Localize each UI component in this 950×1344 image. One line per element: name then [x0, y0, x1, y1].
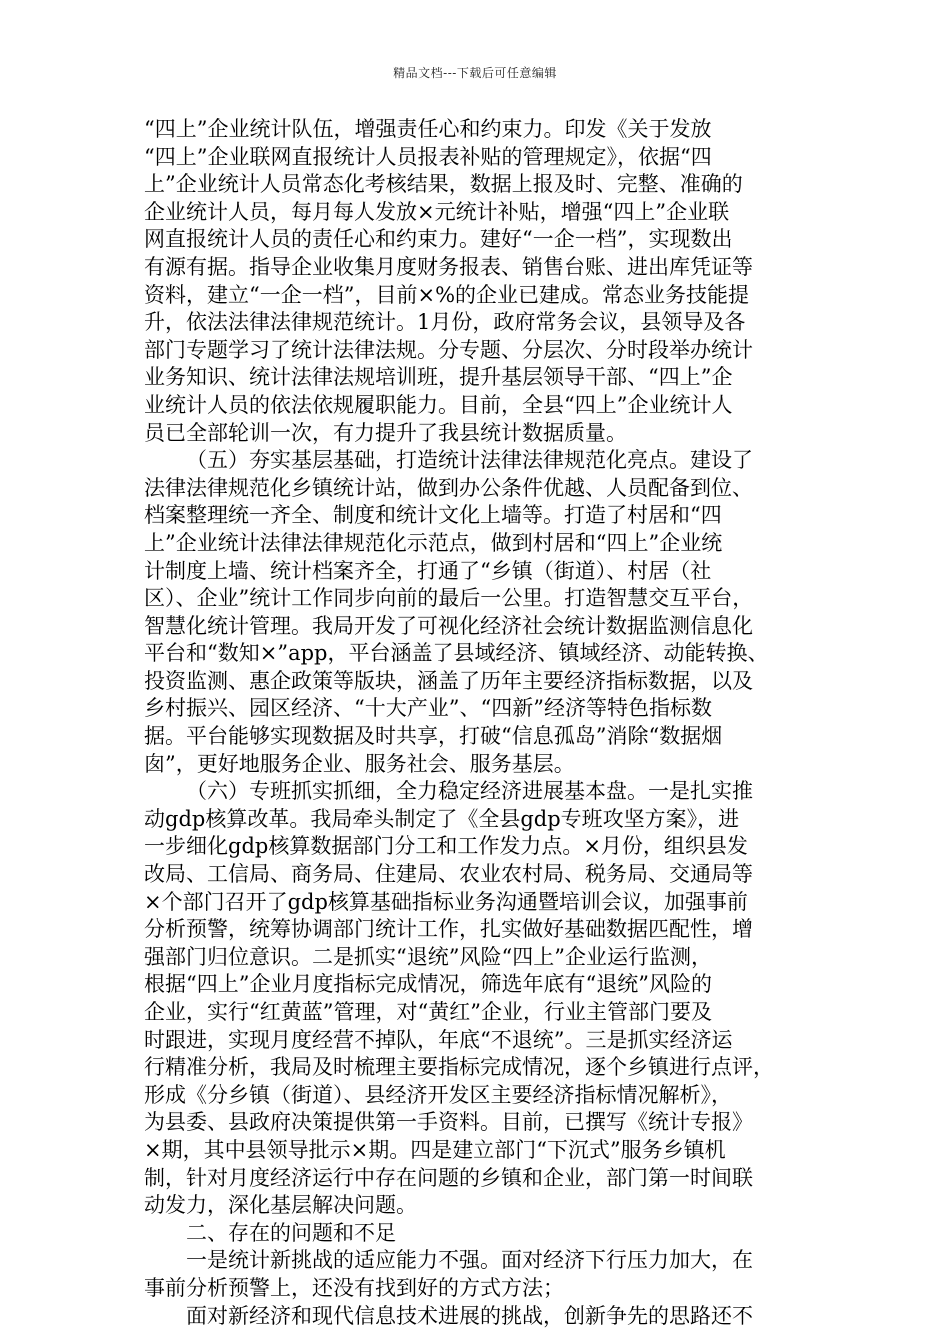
- section-heading-5: （五）夯实基层基础，打造统计法律法律规范化亮点。建设了: [186, 448, 753, 473]
- body-line: 业务知识、统计法律法规培训班，提升基层领导干部、“四上”企: [144, 365, 733, 390]
- body-line: 事前分析预警上，还没有找到好的方式方法；: [144, 1275, 564, 1300]
- body-line: 据。平台能够实现数据及时共享，打破“信息孤岛”消除“数据烟: [144, 724, 723, 749]
- body-line: 动gdp核算改革。我局牵头制定了《全县gdp专班攻坚方案》，进: [144, 806, 740, 831]
- body-line: 区）、企业”统计工作同步向前的最后一公里。打造智慧交互平台，: [144, 586, 754, 611]
- body-line: 有源有据。指导企业收集月度财务报表、销售台账、进出库凭证等: [144, 254, 753, 279]
- body-line: 员已全部轮训一次，有力提升了我县统计数据质量。: [144, 420, 627, 445]
- body-line: 业统计人员的依法依规履职能力。目前，全县“四上”企业统计人: [144, 392, 733, 417]
- body-line: 部门专题学习了统计法律法规。分专题、分层次、分时段举办统计: [144, 337, 753, 362]
- body-line: 形成《分乡镇（街道）、县经济开发区主要经济指标情况解析》，: [144, 1082, 732, 1107]
- body-line: 分析预警，统筹协调部门统计工作，扎实做好基础数据匹配性，增: [144, 917, 753, 942]
- body-line: “四上”企业联网直报统计人员报表补贴的管理规定》，依据“四: [144, 144, 712, 169]
- section-heading-6: （六）专班抓实抓细，全力稳定经济进展基本盘。一是扎实推: [186, 779, 753, 804]
- body-line: ×期，其中县领导批示×期。四是建立部门“下沉式”服务乡镇机: [144, 1137, 726, 1162]
- body-line: 计制度上墙、统计档案齐全，打通了“乡镇（街道）、村居（社: [144, 558, 712, 583]
- document-body: [144, 116, 819, 1330]
- body-line: 上”企业统计人员常态化考核结果，数据上报及时、完整、准确的: [144, 172, 743, 197]
- body-line: 企业统计人员，每月每人发放×元统计补贴，增强“四上”企业联: [144, 199, 730, 224]
- body-line: 时跟进，实现月度经营不掉队，年底“不退统”。三是抓实经济运: [144, 1027, 733, 1052]
- section-heading-2: 二、存在的问题和不足: [186, 1220, 396, 1245]
- body-line: 改局、工信局、商务局、住建局、农业农村局、税务局、交通局等: [144, 862, 753, 887]
- body-line: 一步细化gdp核算数据部门分工和工作发力点。×月份，组织县发: [144, 834, 748, 859]
- body-line: 行精准分析，我局及时梳理主要指标完成情况，逐个乡镇进行点评，: [144, 1055, 774, 1080]
- body-line: 平台和“数知×”app，平台涵盖了县域经济、镇域经济、动能转换、: [144, 641, 769, 666]
- body-line: 面对新经济和现代信息技术进展的挑战，创新争先的思路还不: [186, 1303, 753, 1328]
- body-line: 囱”，更好地服务企业、服务社会、服务基层。: [144, 751, 575, 776]
- body-line: 投资监测、惠企政策等版块，涵盖了历年主要经济指标数据，以及: [144, 668, 753, 693]
- body-line: 上”企业统计法律法律规范化示范点，做到村居和“四上”企业统: [144, 530, 723, 555]
- body-line: 档案整理统一齐全、制度和统计文化上墙等。打造了村居和“四: [144, 503, 722, 528]
- body-line: 乡村振兴、园区经济、“十大产业”、“四新”经济等特色指标数: [144, 696, 712, 721]
- body-line: 动发力，深化基层解决问题。: [144, 1193, 417, 1218]
- body-line: 智慧化统计管理。我局开发了可视化经济社会统计数据监测信息化: [144, 613, 753, 638]
- body-line: ×个部门召开了gdp核算基础指标业务沟通暨培训会议，加强事前: [144, 889, 748, 914]
- body-line: 法律法律规范化乡镇统计站，做到办公条件优越、人员配备到位、: [144, 475, 753, 500]
- body-line: 根据“四上”企业月度指标完成情况，筛选年底有“退统”风险的: [144, 972, 712, 997]
- body-line: 为县委、县政府决策提供第一手资料。目前，已撰写《统计专报》: [144, 1110, 753, 1135]
- page-header: 精品文档---下载后可任意编辑: [393, 66, 557, 80]
- body-line: “四上”企业统计队伍，增强责任心和约束力。印发《关于发放: [144, 117, 712, 141]
- body-line: 强部门归位意识。二是抓实“退统”风险“四上”企业运行监测，: [144, 944, 712, 969]
- body-line: 网直报统计人员的责任心和约束力。建好“一企一档”，实现数出: [144, 227, 733, 252]
- body-line: 企业，实行“红黄蓝”管理，对“黄红”企业，行业主管部门要及: [144, 1000, 712, 1024]
- body-line: 制，针对月度经济运行中存在问题的乡镇和企业，部门第一时间联: [144, 1165, 753, 1190]
- body-line: 升，依法法律法律规范统计。1月份，政府常务会议，县领导及各: [144, 310, 746, 335]
- body-line: 资料，建立“一企一档”，目前×%的企业已建成。常态业务技能提: [144, 282, 750, 307]
- body-line: 一是统计新挑战的适应能力不强。面对经济下行压力加大，在: [186, 1248, 753, 1273]
